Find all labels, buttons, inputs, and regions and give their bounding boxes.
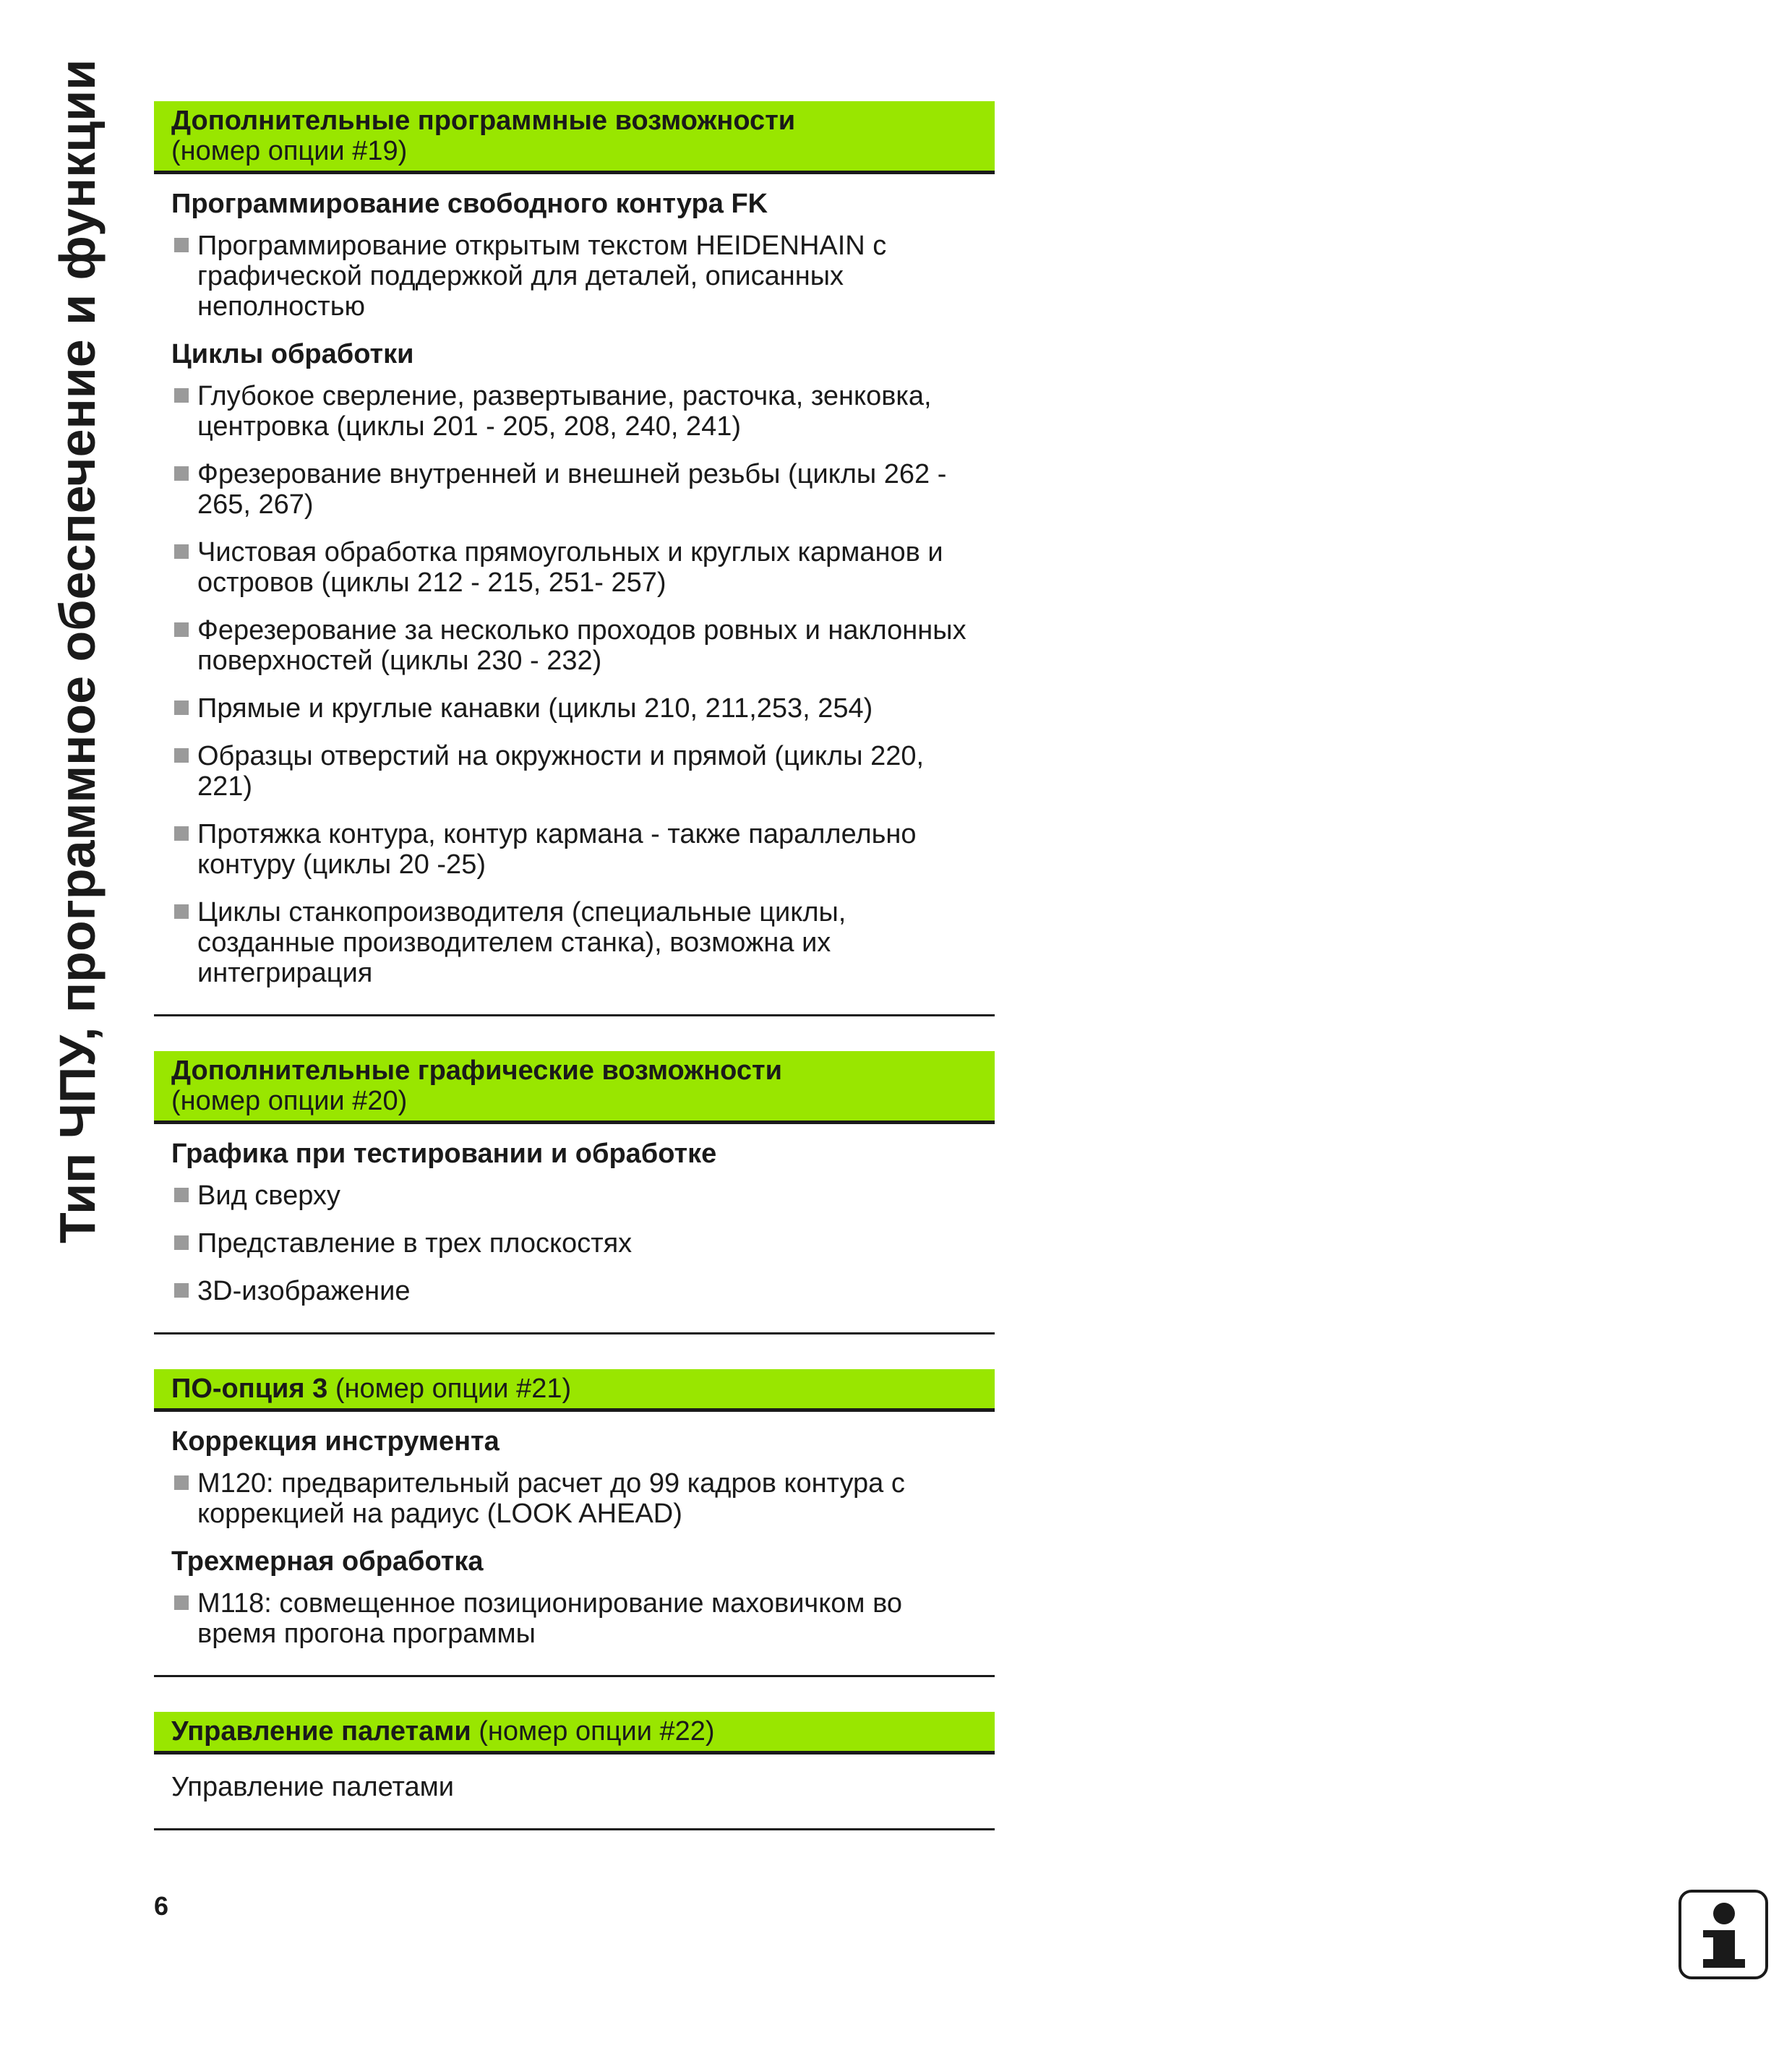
section-graphics-options-20	[154, 1051, 995, 1334]
list-item: Ферезерование за несколько проходов ровных и наклонных поверхностей (циклы 230 - 232)	[171, 615, 977, 676]
bullet-list	[171, 1181, 977, 1306]
list-item: M120: предварительный расчет до 99 кадров контура с коррекцией на радиус (LOOK AHEAD)	[171, 1468, 977, 1529]
group-heading: Трехмерная обработка	[171, 1546, 484, 1577]
section-software-option-3-21	[154, 1369, 995, 1677]
page-number: 6	[154, 1891, 169, 1921]
bullet-square-icon	[174, 622, 189, 637]
option-number: (номер опции #19)	[171, 136, 408, 166]
section-title: Дополнительные программные возможности	[171, 106, 796, 136]
bullet-square-icon	[174, 544, 189, 559]
bullet-square-icon	[174, 388, 189, 403]
chapter-side-title: Тип ЧПУ, программное обеспечение и функции	[49, 59, 106, 1243]
bullet-square-icon	[174, 904, 189, 919]
bullet-square-icon	[174, 1283, 189, 1298]
bullet-square-icon	[174, 466, 189, 481]
bullet-square-icon	[174, 826, 189, 841]
bullet-square-icon	[174, 1595, 189, 1610]
bullet-square-icon	[174, 1235, 189, 1250]
group-heading: Графика при тестировании и обработке	[171, 1139, 717, 1169]
list-item: Образцы отверстий на окружности и прямой (циклы 220, 221)	[171, 741, 977, 802]
section-header	[154, 1051, 995, 1124]
group-heading: Программирование свободного контура FK	[171, 189, 768, 219]
list-item: Протяжка контура, контур кармана - также параллельно контуру (циклы 20 -25)	[171, 819, 977, 880]
section-header	[154, 101, 995, 174]
list-item: Прямые и круглые канавки (циклы 210, 211,253, 254)	[171, 693, 977, 724]
bullet-list	[171, 1588, 977, 1649]
section-pallet-management-22	[154, 1712, 995, 1830]
bullet-square-icon	[174, 238, 189, 252]
bullet-square-icon	[174, 748, 189, 763]
option-number: (номер опции #20)	[171, 1086, 408, 1116]
list-item: Циклы станкопроизводителя (специальные циклы, созданные производителем станка), возможна их интегрирация	[171, 897, 977, 988]
section-title: Управление палетами	[171, 1716, 471, 1747]
bullet-list	[171, 231, 977, 322]
group-heading: Коррекция инструмента	[171, 1426, 500, 1457]
section-header	[154, 1712, 995, 1754]
bullet-square-icon	[174, 1188, 189, 1202]
list-item: Фрезерование внутренней и внешней резьбы (циклы 262 - 265, 267)	[171, 459, 977, 520]
list-item: Программирование открытым текстом HEIDENHAIN с графической поддержкой для деталей, описанных неполностью	[171, 231, 977, 322]
bullet-square-icon	[174, 1475, 189, 1490]
feature-tables	[154, 101, 995, 1830]
option-number: (номер опции #21)	[335, 1374, 572, 1404]
bullet-list	[171, 1468, 977, 1529]
section-text: Управление палетами	[171, 1772, 455, 1802]
list-item: Глубокое сверление, развертывание, расточка, зенковка, центровка (циклы 201 - 205, 208, 240, 241)	[171, 381, 977, 442]
bullet-list	[171, 381, 977, 988]
list-item: M118: совмещенное позиционирование маховичком во время прогона программы	[171, 1588, 977, 1649]
group-heading: Циклы обработки	[171, 339, 414, 369]
section-software-options-19	[154, 101, 995, 1016]
info-icon	[1679, 1890, 1768, 1979]
section-header	[154, 1369, 995, 1412]
bullet-square-icon	[174, 700, 189, 715]
option-number: (номер опции #22)	[479, 1716, 715, 1747]
list-item: Представление в трех плоскостях	[171, 1228, 977, 1259]
section-title: Дополнительные графические возможности	[171, 1055, 782, 1086]
list-item: Вид сверху	[171, 1181, 977, 1211]
list-item: 3D-изображение	[171, 1276, 977, 1306]
section-title: ПО-опция 3	[171, 1374, 328, 1404]
list-item: Чистовая обработка прямоугольных и круглых карманов и островов (циклы 212 - 215, 251- 257)	[171, 537, 977, 598]
